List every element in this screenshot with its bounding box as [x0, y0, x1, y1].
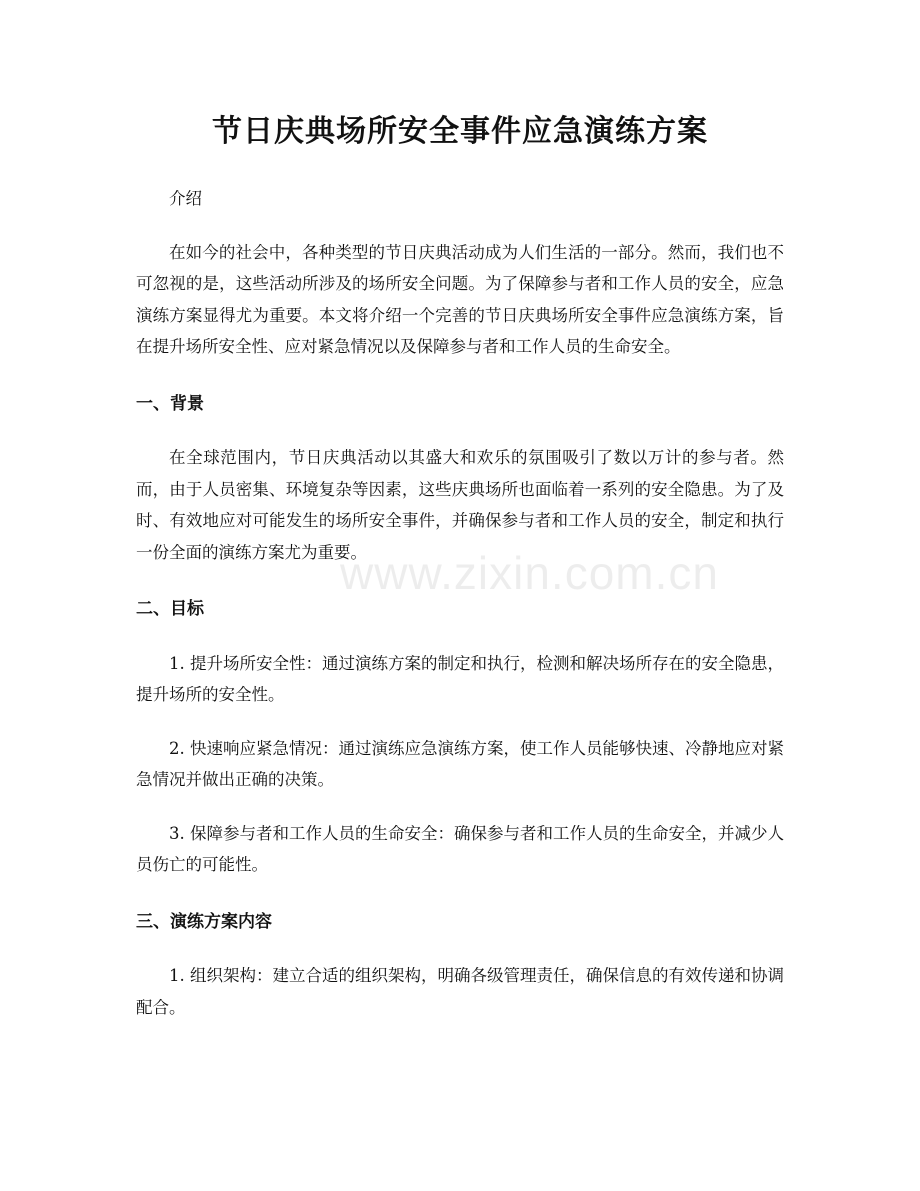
section-heading-drill-content: 三、演练方案内容 — [136, 911, 272, 932]
section-heading-goals: 二、目标 — [136, 599, 204, 619]
document-body — [136, 183, 784, 1023]
drill-content-item-1: 1. 组织架构：建立合适的组织架构，明确各级管理责任，确保信息的有效传递和协调配合。 — [136, 966, 784, 1017]
goal-item-3: 3. 保障参与者和工作人员的生命安全：确保参与者和工作人员的生命安全，并减少人员伤亡的可能性。 — [136, 823, 784, 874]
goal-item-1: 1. 提升场所安全性：通过演练方案的制定和执行，检测和解决场所存在的安全隐患，提升场所的安全性。 — [136, 653, 784, 704]
watermark: www.zixin.com.cn — [340, 547, 719, 599]
intro-heading: 介绍 — [169, 189, 202, 208]
section-heading-background: 一、背景 — [136, 393, 204, 414]
goal-item-2: 2. 快速响应紧急情况：通过演练应急演练方案，使工作人员能够快速、冷静地应对紧急情况并做出正确的决策。 — [136, 738, 784, 789]
document-title: 节日庆典场所安全事件应急演练方案 — [212, 114, 708, 149]
background-paragraph: 在全球范围内，节日庆典活动以其盛大和欢乐的氛围吸引了数以万计的参与者。然而，由于人员密集、环境复杂等因素，这些庆典场所也面临着一系列的安全隐患。为了及时、有效地应对可能发生的场所安全事件，并确保参与者和工作人员的安全，制定和执行一份全面的演练方案尤为重要。 — [136, 448, 784, 562]
intro-paragraph: 在如今的社会中，各种类型的节日庆典活动成为人们生活的一部分。然而，我们也不可忽视的是，这些活动所涉及的场所安全问题。为了保障参与者和工作人员的安全，应急演练方案显得尤为重要。本文将介绍一个完善的节日庆典场所安全事件应急演练方案，旨在提升场所安全性、应对紧急情况以及保障参与者和工作人员的生命安全。 — [136, 242, 784, 356]
